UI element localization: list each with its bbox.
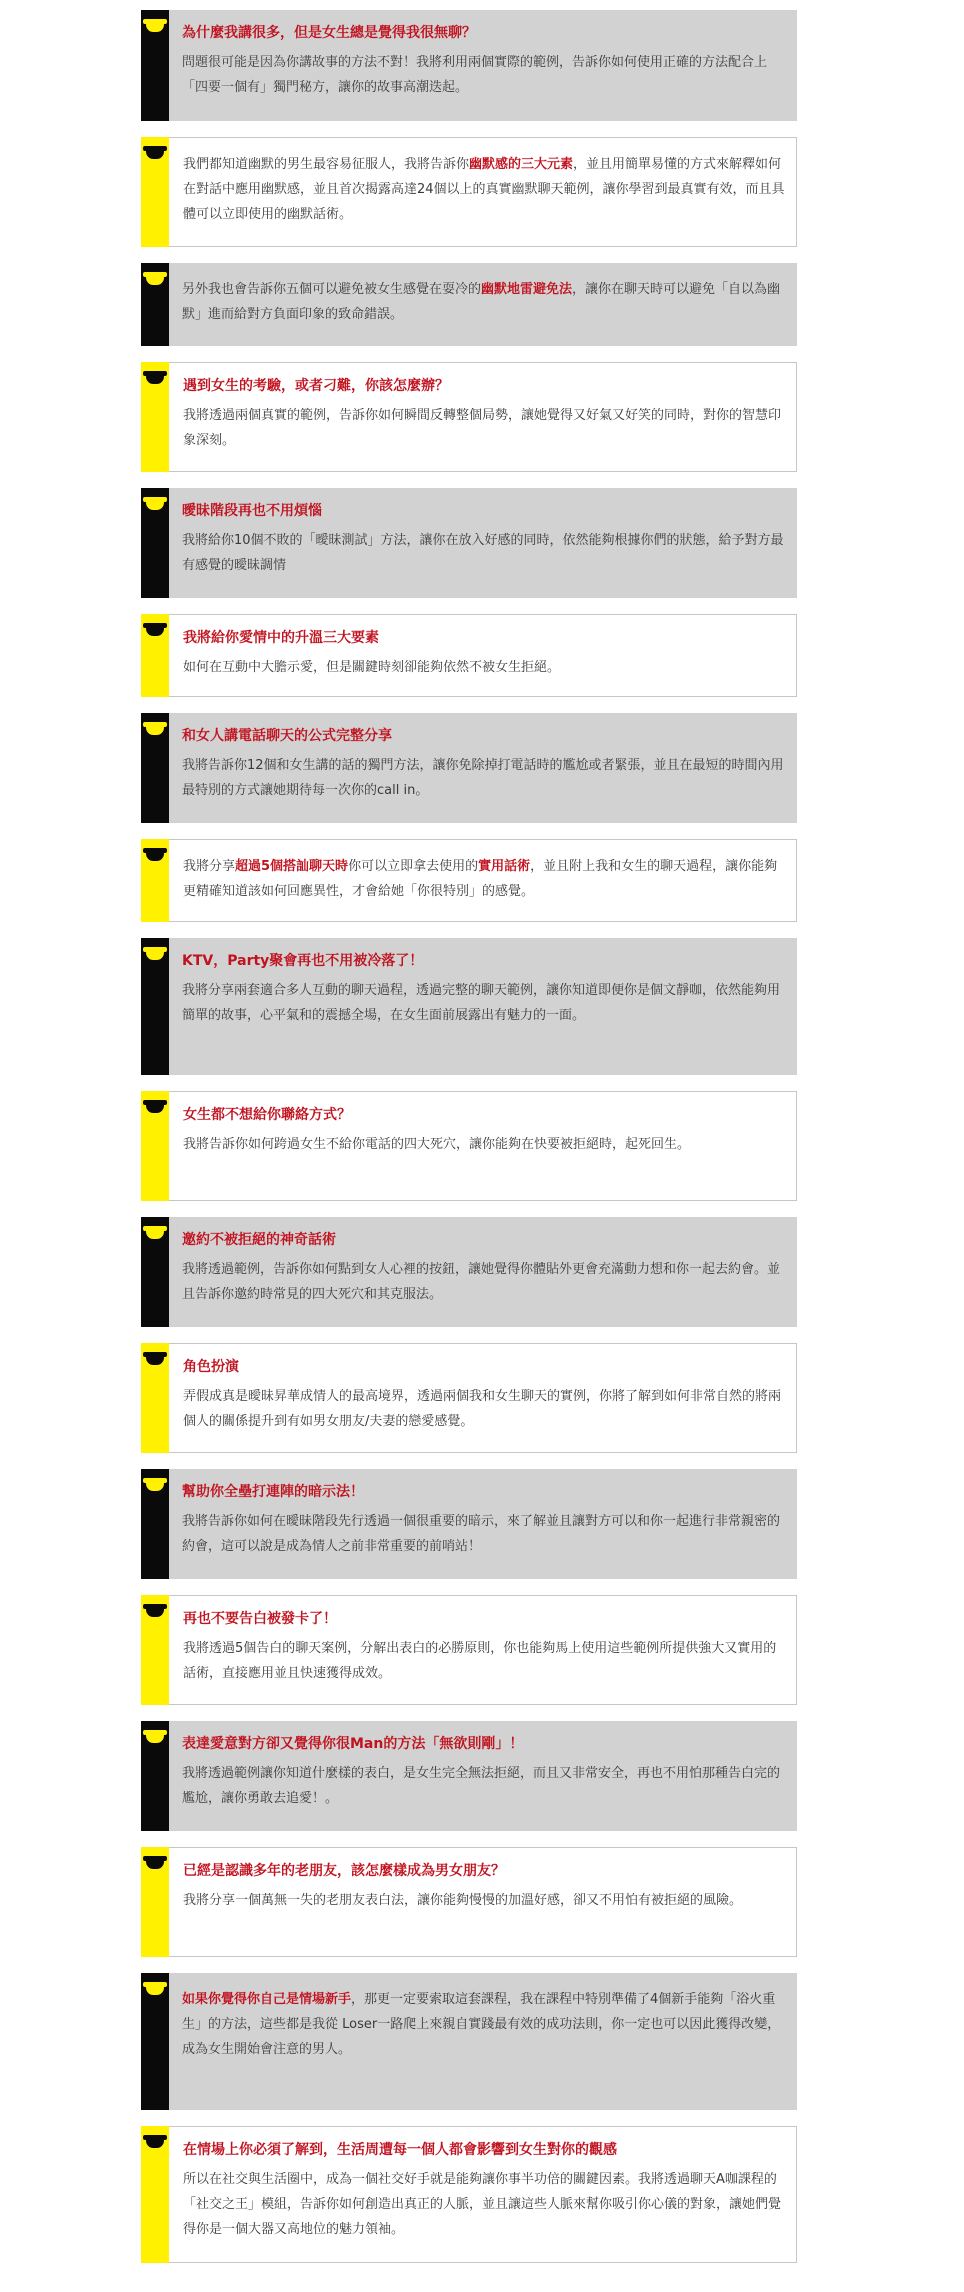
bookmark-icon: [146, 1356, 164, 1365]
card-body: [183, 403, 786, 453]
card-body: [182, 50, 787, 100]
card-content: [183, 152, 786, 227]
card-body: [183, 1384, 786, 1434]
feature-card: [141, 1217, 797, 1327]
card-body: [182, 1257, 787, 1307]
card-body: [183, 2167, 786, 2242]
bookmark-icon: [146, 1986, 164, 1995]
card-content: [183, 1358, 786, 1434]
card-content: [183, 1106, 786, 1157]
bookmark-icon: [146, 627, 164, 636]
card-content: [182, 24, 787, 100]
card-side-bar: [141, 10, 169, 121]
card-content: [183, 377, 786, 453]
card-body: [182, 753, 787, 803]
card-side-bar: [141, 938, 169, 1075]
feature-card: [141, 10, 797, 121]
card-side-bar: [141, 2126, 169, 2263]
card-side-bar: [141, 1343, 169, 1453]
bookmark-icon: [146, 726, 164, 735]
card-title: 我將給你愛情中的升溫三大要素: [183, 630, 379, 646]
feature-card: [141, 938, 797, 1075]
body-text: 你可以立即拿去使用的: [348, 859, 479, 874]
card-body: [182, 528, 787, 578]
highlight-text: 如果你覺得你自己是情場新手: [182, 1992, 352, 2007]
bookmark-icon: [146, 2139, 164, 2148]
bookmark-icon: [146, 276, 164, 285]
card-title: KTV，Party聚會再也不用被冷落了！: [182, 953, 424, 969]
card-side-bar: [141, 1847, 169, 1957]
bookmark-icon: [146, 1482, 164, 1491]
card-title: 表達愛意對方卻又覺得你很Man的方法「無欲則剛」！: [182, 1736, 524, 1752]
card-title: 角色扮演: [183, 1359, 239, 1375]
card-content: [182, 1987, 787, 2062]
feature-card: [141, 1091, 797, 1201]
highlight-text: 實用話術: [478, 859, 531, 874]
card-content: [182, 502, 787, 578]
card-title: 為什麼我講很多，但是女生總是覺得我很無聊？: [182, 25, 476, 41]
card-body: [182, 978, 787, 1028]
feature-card: [141, 1973, 797, 2110]
card-body: [183, 854, 786, 904]
card-side-bar: [141, 713, 169, 823]
card-content: [182, 727, 787, 803]
body-text: 問題很可能是因為你講故事的方法不對！我將利用兩個實際的範例，告訴你如何使用正確的方法配合上「四要一個有」獨門秘方，讓你的故事高潮迭起。: [182, 55, 768, 95]
card-content: [183, 1610, 786, 1686]
card-body: [182, 1509, 787, 1559]
body-text: 我將給你10個不敗的「曖昧測試」方法，讓你在放入好感的同時，依然能夠根據你們的狀態，給予對方最有感覺的曖昧調情: [182, 533, 784, 573]
card-side-bar: [141, 488, 169, 598]
feature-card: [141, 1469, 797, 1579]
feature-card: [141, 1847, 797, 1957]
card-side-bar: [141, 614, 169, 697]
highlight-text: 超過5個搭訕聊天時: [235, 859, 349, 874]
card-body: [183, 1132, 786, 1157]
feature-card: [141, 362, 797, 472]
bookmark-icon: [146, 501, 164, 510]
bookmark-icon: [146, 1734, 164, 1743]
body-text: 我將透過5個告白的聊天案例，分解出表白的必勝原則，你也能夠馬上使用這些範例所提供強大又實用的話術，直接應用並且快速獲得成效。: [183, 1641, 777, 1681]
card-title: 已經是認識多年的老朋友，該怎麼樣成為男女朋友？: [183, 1863, 505, 1879]
feature-card: [141, 1721, 797, 1831]
card-content: [183, 629, 786, 680]
card-body: [183, 1636, 786, 1686]
card-content: [183, 854, 786, 904]
card-title: 幫助你全壘打連陣的暗示法！: [182, 1484, 364, 1500]
body-text: 所以在社交與生活圈中，成為一個社交好手就是能夠讓你事半功倍的關鍵因素。我將透過聊天A咖課程的「社交之王」模組，告訴你如何創造出真正的人脈，並且讓這些人脈來幫你吸引你心儀的對象，讓她們覺得你是一個大器又高地位的魅力領袖。: [183, 2172, 782, 2237]
bookmark-icon: [146, 375, 164, 384]
body-text: 我將告訴你如何在曖昧階段先行透過一個很重要的暗示，來了解並且讓對方可以和你一起進行非常親密的約會，這可以說是成為情人之前非常重要的前哨站！: [182, 1514, 781, 1554]
body-text: 我將透過兩個真實的範例，告訴你如何瞬間反轉整個局勢，讓她覺得又好氣又好笑的同時，對你的智慧印象深刻。: [183, 408, 782, 448]
highlight-text: 幽默地雷避免法: [481, 282, 573, 297]
feature-card: [141, 488, 797, 598]
feature-card: [141, 263, 797, 346]
card-content: [182, 1735, 787, 1811]
card-body: [183, 152, 786, 227]
body-text: 我們都知道幽默的男生最容易征服人，我將告訴你: [183, 157, 470, 172]
feature-card: [141, 713, 797, 823]
card-content: [183, 2141, 786, 2242]
bookmark-icon: [146, 1230, 164, 1239]
body-text: 我將分享兩套適合多人互動的聊天過程，透過完整的聊天範例，讓你知道即便你是個文靜咖，依然能夠用簡單的故事，心平氣和的震撼全場，在女生面前展露出有魅力的一面。: [182, 983, 781, 1023]
bookmark-icon: [146, 951, 164, 960]
body-text: ，並且用簡單易懂的方式來解釋如何在對話中應用幽默感，並且首次揭露高達24個以上的真實幽默聊天範例，讓你學習到最真實有效，而且具體可以立即使用的幽默話術。: [183, 157, 785, 222]
body-text: ，那更一定要索取這套課程，我在課程中特別準備了4個新手能夠「浴火重生」的方法，這些都是我從 Loser一路爬上來親自實踐最有效的成功法則，你一定也可以因此獲得改變，成為女生開始會注意的男人。: [182, 1992, 781, 2057]
bookmark-icon: [146, 852, 164, 861]
card-body: [182, 277, 787, 327]
body-text: ，並且附上我和女生的聊天過程，讓你能夠更精確知道該如何回應異性，才會給她「你很特別」的感覺。: [183, 859, 778, 899]
card-title: 曖昧階段再也不用煩惱: [182, 503, 322, 519]
body-text: 我將分享一個萬無一失的老朋友表白法，讓你能夠慢慢的加溫好感，卻又不用怕有被拒絕的風險。: [183, 1893, 743, 1908]
body-text: 我將透過範例讓你知道什麼樣的表白，是女生完全無法拒絕，而且又非常安全，再也不用怕那種告白完的尷尬，讓你勇敢去追愛！。: [182, 1766, 781, 1806]
card-content: [182, 277, 787, 327]
body-text: 我將告訴你12個和女生講的話的獨門方法，讓你免除掉打電話時的尷尬或者緊張，並且在最短的時間內用最特別的方式讓她期待每一次你的call in。: [182, 758, 784, 798]
feature-card: [141, 839, 797, 922]
body-text: ，讓你在聊天時可以避免「自以為幽默」進而給對方負面印象的致命錯誤。: [182, 282, 781, 322]
card-side-bar: [141, 1721, 169, 1831]
card-side-bar: [141, 362, 169, 472]
card-content: [182, 1483, 787, 1559]
bookmark-icon: [146, 23, 164, 32]
card-body: [182, 1987, 787, 2062]
feature-card: [141, 614, 797, 697]
body-text: 另外我也會告訴你五個可以避免被女生感覺在耍冷的: [182, 282, 482, 297]
feature-card: [141, 1343, 797, 1453]
body-text: 如何在互動中大膽示愛，但是關鍵時刻卻能夠依然不被女生拒絕。: [183, 660, 561, 675]
card-body: [183, 1888, 786, 1913]
card-title: 邀約不被拒絕的神奇話術: [182, 1232, 336, 1248]
body-text: 我將分享: [183, 859, 236, 874]
card-side-bar: [141, 1469, 169, 1579]
card-side-bar: [141, 137, 169, 247]
highlight-text: 幽默感的三大元素: [469, 157, 574, 172]
feature-card: [141, 1595, 797, 1705]
bookmark-icon: [146, 1104, 164, 1113]
body-text: 我將告訴你如何跨過女生不給你電話的四大死穴，讓你能夠在快要被拒絕時，起死回生。: [183, 1137, 691, 1152]
card-body: [183, 655, 786, 680]
card-content: [182, 1231, 787, 1307]
card-side-bar: [141, 1595, 169, 1705]
card-content: [182, 952, 787, 1028]
bookmark-icon: [146, 1608, 164, 1617]
card-title: 遇到女生的考驗，或者刁難，你該怎麼辦？: [183, 378, 449, 394]
card-content: [183, 1862, 786, 1913]
card-side-bar: [141, 1217, 169, 1327]
bookmark-icon: [146, 150, 164, 159]
card-title: 女生都不想給你聯絡方式？: [183, 1107, 351, 1123]
body-text: 弄假成真是曖昧昇華成情人的最高境界，透過兩個我和女生聊天的實例，你將了解到如何非常自然的將兩個人的關係提升到有如男女朋友/夫妻的戀愛感覺。: [183, 1389, 782, 1429]
body-text: 我將透過範例，告訴你如何點到女人心裡的按鈕，讓她覺得你體貼外更會充滿動力想和你一起去約會。並且告訴你邀約時常見的四大死穴和其克服法。: [182, 1262, 781, 1302]
feature-card: [141, 2126, 797, 2263]
card-side-bar: [141, 1973, 169, 2110]
card-body: [182, 1761, 787, 1811]
card-side-bar: [141, 1091, 169, 1201]
card-title: 再也不要告白被發卡了！: [183, 1611, 337, 1627]
bookmark-icon: [146, 1860, 164, 1869]
card-title: 在情場上你必須了解到，生活周遭每一個人都會影響到女生對你的觀感: [183, 2142, 617, 2158]
card-title: 和女人講電話聊天的公式完整分享: [182, 728, 392, 744]
card-side-bar: [141, 263, 169, 346]
feature-card: [141, 137, 797, 247]
card-side-bar: [141, 839, 169, 922]
